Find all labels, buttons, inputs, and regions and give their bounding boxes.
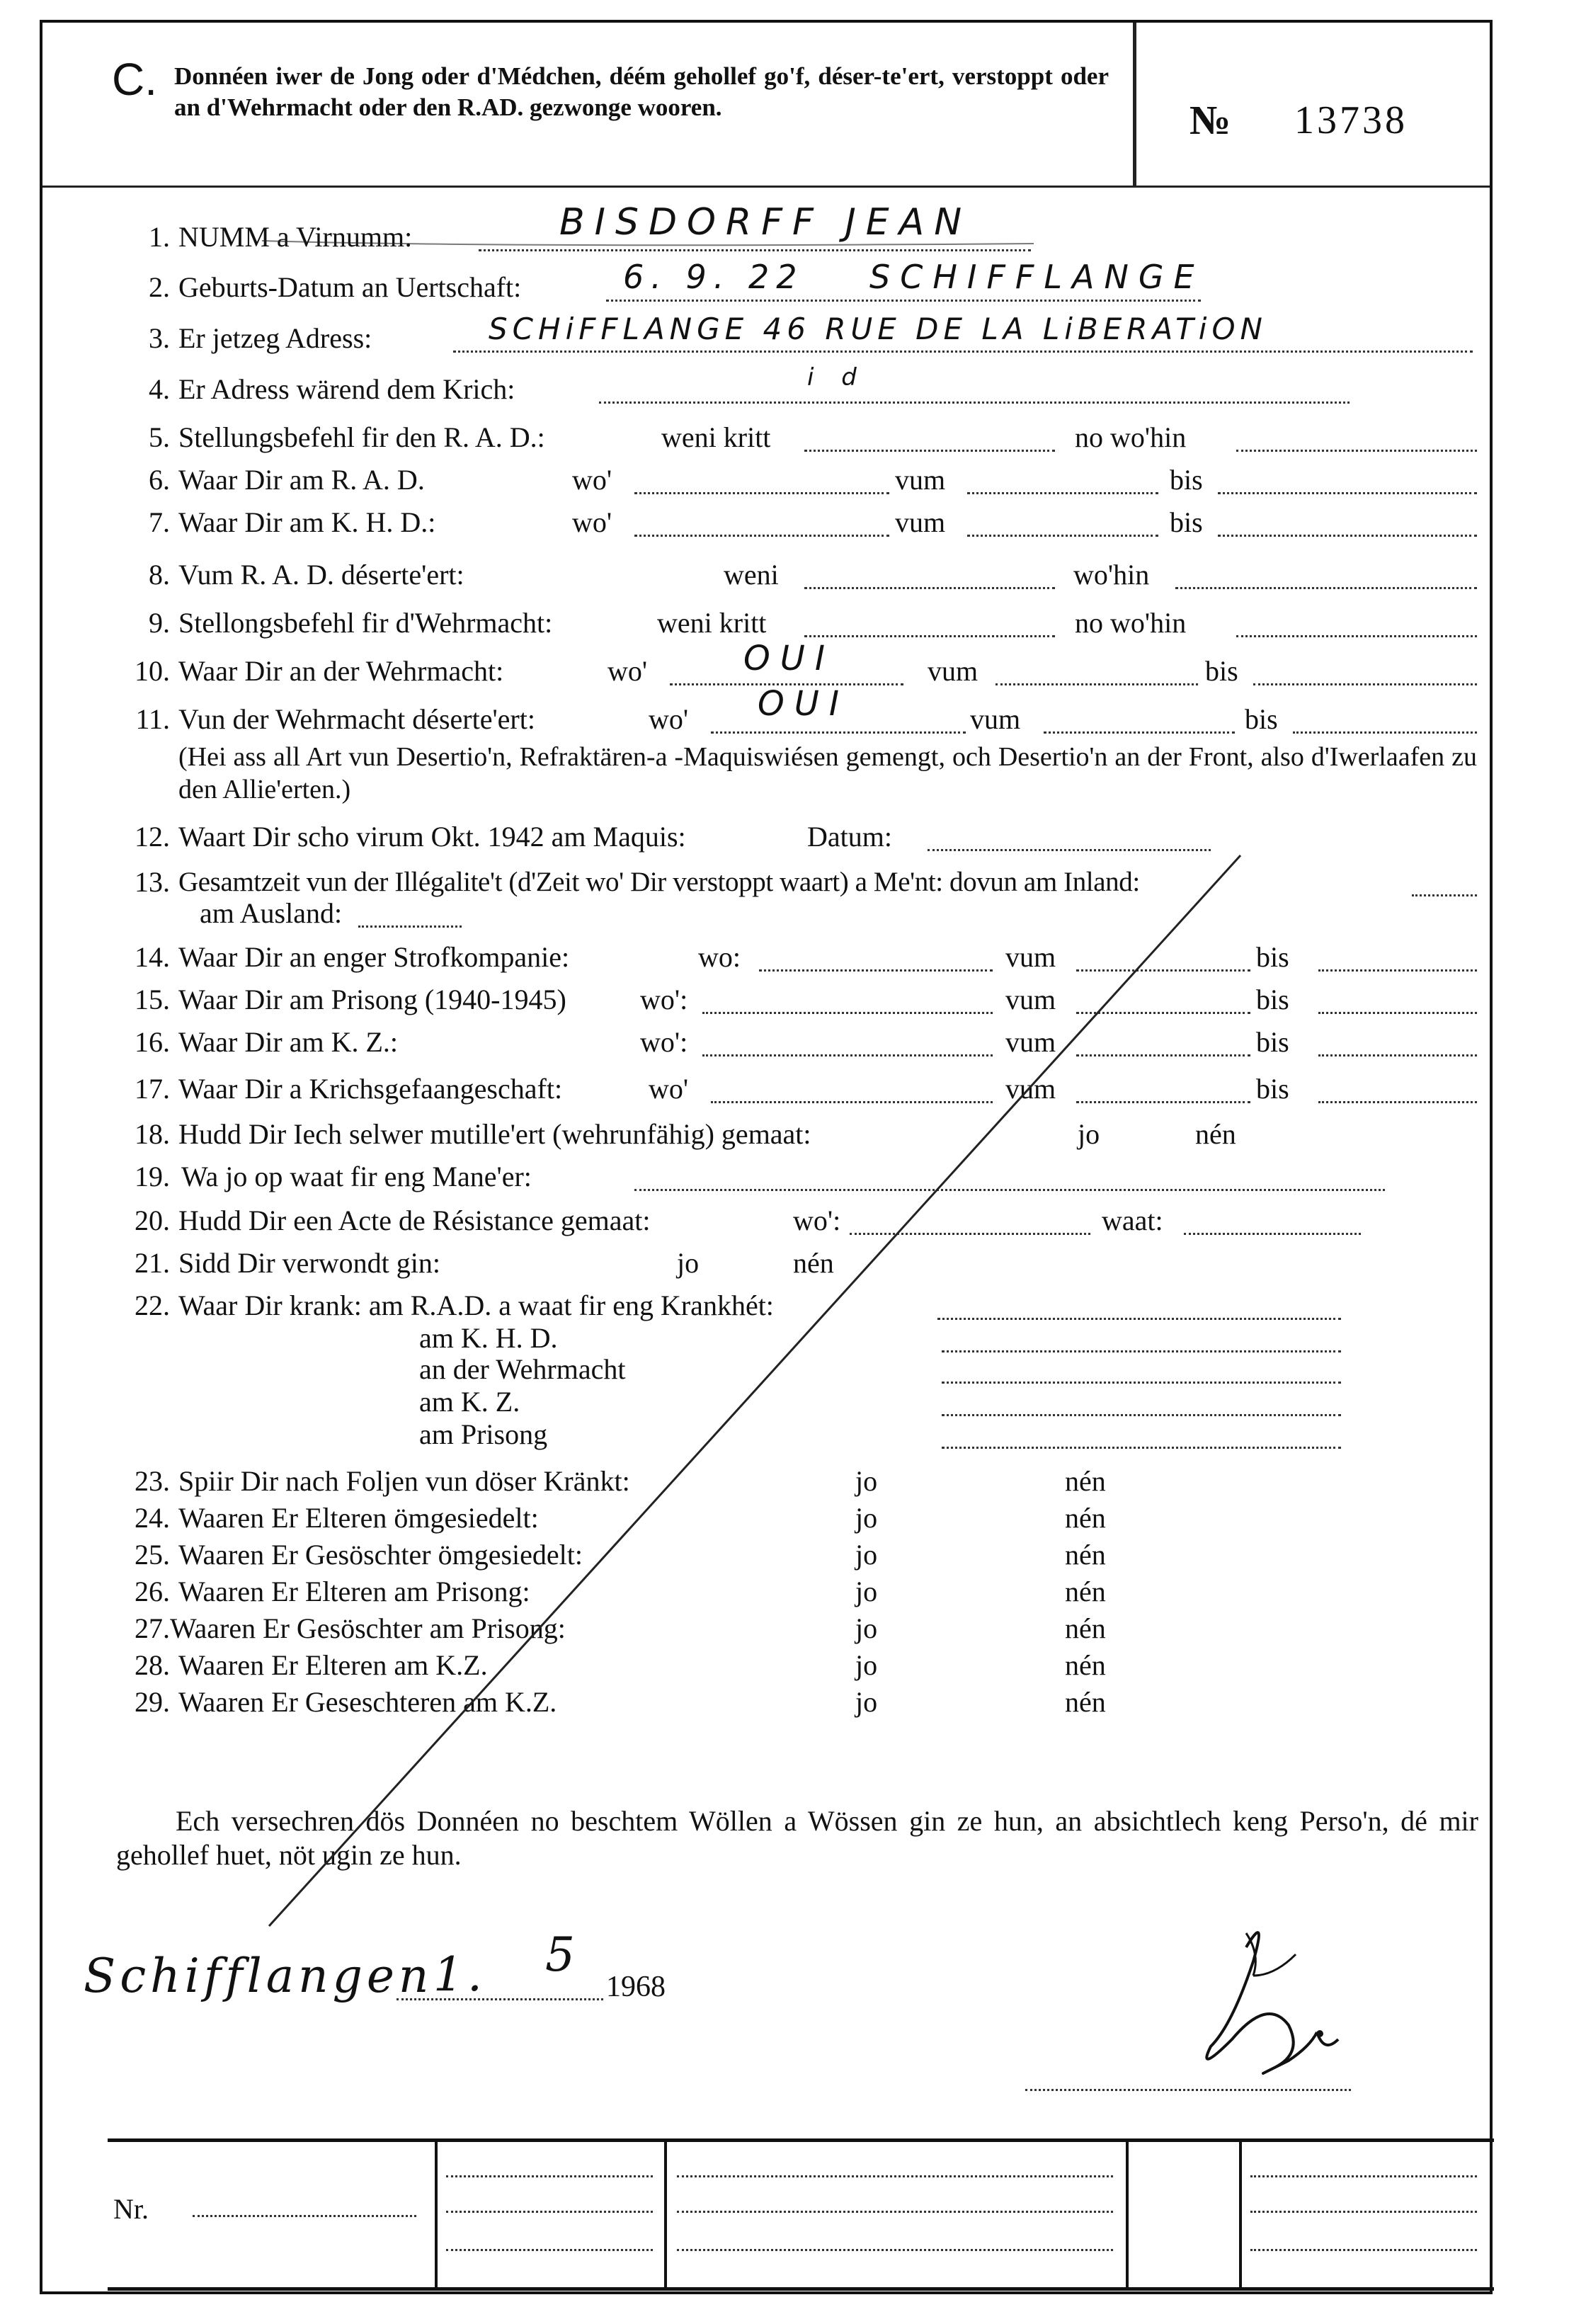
q-number: 12. xyxy=(135,821,170,853)
hw-war-address: i d xyxy=(807,363,867,392)
signature-dot xyxy=(1316,2030,1323,2037)
q29-label: Waaren Er Geseschteren am K.Z. xyxy=(178,1686,557,1718)
q-number: 2. xyxy=(149,271,170,303)
q11-label: Vun der Wehrmacht déserte'ert: xyxy=(178,703,535,735)
q22-sub-khd: am K. H. D. xyxy=(419,1322,558,1354)
declaration-text: Ech versechren dös Donnéen no beschtem Wöllen a Wössen gin ze hun, an absichtlech keng Perso'n, dé mir gehollef huet, nöt ugin ze hun. xyxy=(116,1805,1478,1871)
q5-where: no wo'hin xyxy=(1075,421,1187,453)
q14-to: bis xyxy=(1256,941,1289,973)
q4-label: Er Adress wärend dem Krich: xyxy=(178,373,515,405)
hw-address: SCHiFFLANGE 46 RUE DE LA LiBERATiON xyxy=(489,312,1267,346)
q27-yes[interactable]: jo xyxy=(855,1612,878,1644)
q-number: 13. xyxy=(135,866,170,898)
q16-to: bis xyxy=(1256,1026,1289,1058)
q21-label: Sidd Dir verwondt gin: xyxy=(178,1247,440,1279)
q11-to: bis xyxy=(1245,703,1278,735)
hw-month: 5 xyxy=(545,1927,579,1982)
q-number: 26. xyxy=(135,1576,170,1607)
q-number: 22. xyxy=(135,1289,170,1321)
q14-label: Waar Dir an enger Strofkompanie: xyxy=(178,941,570,973)
q7-from: vum xyxy=(895,506,946,538)
q18-label: Hudd Dir Iech selwer mutille'ert (wehrunfähig) gemaat: xyxy=(178,1118,811,1150)
q20-what: waat: xyxy=(1102,1204,1163,1236)
q11-where: wo' xyxy=(649,703,689,735)
date-year: 1968 xyxy=(606,1971,666,2003)
desertion-note: (Hei ass all Art vun Desertio'n, Refraktären-a -Maquiswiésen gemengt, och Desertio'n an der Front, also d'Iwerlaafen zu den Allie'erten.) xyxy=(178,742,1477,804)
q-number: 27. xyxy=(135,1612,170,1644)
q10-where: wo' xyxy=(607,655,648,687)
q6-label: Waar Dir am R. A. D. xyxy=(178,464,425,496)
q1-label: NUMM a Virnumm: xyxy=(178,221,413,253)
q15-label: Waar Dir am Prisong (1940-1945) xyxy=(178,984,566,1015)
q6-to: bis xyxy=(1170,464,1203,496)
q7-label: Waar Dir am K. H. D.: xyxy=(178,506,436,538)
q-number: 24. xyxy=(135,1502,170,1534)
q25-no[interactable]: nén xyxy=(1065,1539,1106,1571)
q-number: 8. xyxy=(149,559,170,591)
q-number: 20. xyxy=(135,1204,170,1236)
q8-where: wo'hin xyxy=(1073,559,1150,591)
q7-to: bis xyxy=(1170,506,1203,538)
q8-when: weni xyxy=(724,559,779,591)
nr-label: Nr. xyxy=(113,2193,149,2225)
q20-where: wo': xyxy=(793,1204,841,1236)
q22-sub-wehrmacht: an der Wehrmacht xyxy=(419,1353,626,1385)
hw-place: Schifflangen xyxy=(84,1949,433,2003)
q22-sub-prisong: am Prisong xyxy=(419,1418,548,1450)
q-number: 4. xyxy=(149,373,170,405)
q9-where: no wo'hin xyxy=(1075,607,1187,639)
q25-yes[interactable]: jo xyxy=(855,1539,878,1571)
q14-where: wo: xyxy=(698,941,741,973)
q24-label: Waaren Er Elteren ömgesiedelt: xyxy=(178,1502,539,1534)
hw-birth-place: SCHIFFLANGE xyxy=(869,258,1204,296)
q17-where: wo' xyxy=(649,1073,689,1105)
q28-yes[interactable]: jo xyxy=(855,1649,878,1681)
q12-label: Waart Dir scho virum Okt. 1942 am Maquis: xyxy=(178,821,686,853)
q14-from: vum xyxy=(1005,941,1056,973)
q-number: 14. xyxy=(135,941,170,973)
q18-yes[interactable]: jo xyxy=(1078,1118,1100,1150)
q11-from: vum xyxy=(970,703,1021,735)
q15-from: vum xyxy=(1005,984,1056,1015)
q6-from: vum xyxy=(895,464,946,496)
hw-name: BISDORFF JEAN xyxy=(559,201,972,244)
q17-to: bis xyxy=(1256,1073,1289,1105)
q17-label: Waar Dir a Krichsgefaangeschaft: xyxy=(178,1073,563,1105)
q12-date: Datum: xyxy=(807,821,892,853)
q8-label: Vum R. A. D. déserte'ert: xyxy=(178,559,464,591)
diagonal-strike-line xyxy=(269,855,1240,1926)
q-number: 1. xyxy=(149,221,170,253)
q2-label: Geburts-Datum an Uertschaft: xyxy=(178,271,522,303)
q28-no[interactable]: nén xyxy=(1065,1649,1106,1681)
q24-yes[interactable]: jo xyxy=(855,1502,878,1534)
q21-no[interactable]: nén xyxy=(793,1247,834,1279)
q5-label: Stellungsbefehl fir den R. A. D.: xyxy=(178,421,545,453)
q10-label: Waar Dir an der Wehrmacht: xyxy=(178,655,504,687)
q9-when: weni kritt xyxy=(657,607,767,639)
q17-from: vum xyxy=(1005,1073,1056,1105)
signature-mark xyxy=(1206,1932,1338,2073)
number-symbol: № xyxy=(1190,97,1231,143)
underline-stroke xyxy=(262,241,1034,245)
q-number: 21. xyxy=(135,1247,170,1279)
q10-from: vum xyxy=(928,655,979,687)
hw-q11-answer: OUI xyxy=(758,684,850,724)
q29-yes[interactable]: jo xyxy=(855,1686,878,1718)
q16-label: Waar Dir am K. Z.: xyxy=(178,1026,398,1058)
q19-label: Wa jo op waat fir eng Mane'er: xyxy=(181,1161,532,1192)
q5-when: weni kritt xyxy=(661,421,771,453)
q6-where: wo' xyxy=(572,464,612,496)
q-number: 7. xyxy=(149,506,170,538)
q9-label: Stellongsbefehl fir d'Wehrmacht: xyxy=(178,607,553,639)
q-number: 23. xyxy=(135,1465,170,1497)
hw-q10-answer: OUI xyxy=(743,639,835,678)
q18-no[interactable]: nén xyxy=(1195,1118,1236,1150)
q26-label: Waaren Er Elteren am Prisong: xyxy=(178,1576,530,1607)
q26-yes[interactable]: jo xyxy=(855,1576,878,1607)
q-number: 25. xyxy=(135,1539,170,1571)
q-number: 28. xyxy=(135,1649,170,1681)
q23-no[interactable]: nén xyxy=(1065,1465,1106,1497)
form-number: 13738 xyxy=(1294,98,1408,142)
q15-where: wo': xyxy=(640,984,688,1015)
q16-where: wo': xyxy=(640,1026,688,1058)
q-number: 9. xyxy=(149,607,170,639)
q28-label: Waaren Er Elteren am K.Z. xyxy=(178,1649,488,1681)
q10-to: bis xyxy=(1205,655,1238,687)
q-number: 18. xyxy=(135,1118,170,1150)
q-number: 15. xyxy=(135,984,170,1015)
q3-label: Er jetzeg Adress: xyxy=(178,322,372,354)
q13-label: Gesamtzeit vun der Illégalite't (d'Zeit wo' Dir verstoppt waart) a Me'nt: dovun am Inland: xyxy=(178,867,1140,897)
q23-yes[interactable]: jo xyxy=(855,1465,878,1497)
q15-to: bis xyxy=(1256,984,1289,1015)
q16-from: vum xyxy=(1005,1026,1056,1058)
q24-no[interactable]: nén xyxy=(1065,1502,1106,1534)
hw-birth-date: 6. 9. 22 xyxy=(623,258,804,296)
q27-label: Waaren Er Gesöschter am Prisong: xyxy=(170,1612,566,1644)
q29-no[interactable]: nén xyxy=(1065,1686,1106,1718)
form-title: Donnéen iwer de Jong oder d'Médchen, déém gehollef go'f, déser-te'ert, verstoppt oder an d'Wehrmacht oder den R.AD. gezwonge wooren. xyxy=(174,62,1109,121)
q-number: 19. xyxy=(135,1161,170,1192)
q7-where: wo' xyxy=(572,506,612,538)
q-number: 6. xyxy=(149,464,170,496)
q-number: 5. xyxy=(149,421,170,453)
q25-label: Waaren Er Gesöschter ömgesiedelt: xyxy=(178,1539,583,1571)
q26-no[interactable]: nén xyxy=(1065,1576,1106,1607)
q21-yes[interactable]: jo xyxy=(677,1247,700,1279)
q22-sub-kz: am K. Z. xyxy=(419,1386,520,1418)
q-number: 29. xyxy=(135,1686,170,1718)
q22-label: Waar Dir krank: am R.A.D. a waat fir eng Krankhét: xyxy=(178,1289,774,1321)
q23-label: Spiir Dir nach Foljen vun döser Kränkt: xyxy=(178,1465,630,1497)
q-number: 3. xyxy=(149,322,170,354)
q20-label: Hudd Dir een Acte de Résistance gemaat: xyxy=(178,1204,651,1236)
q-number: 16. xyxy=(135,1026,170,1058)
q27-no[interactable]: nén xyxy=(1065,1612,1106,1644)
section-letter: C. xyxy=(112,54,157,105)
q-number: 10. xyxy=(135,655,170,687)
q13-abroad: am Ausland: xyxy=(200,897,343,929)
signature-loop xyxy=(1246,1933,1296,1976)
q-number: 11. xyxy=(135,703,170,735)
q-number: 17. xyxy=(135,1073,170,1105)
hw-day: 1. xyxy=(433,1947,486,2002)
